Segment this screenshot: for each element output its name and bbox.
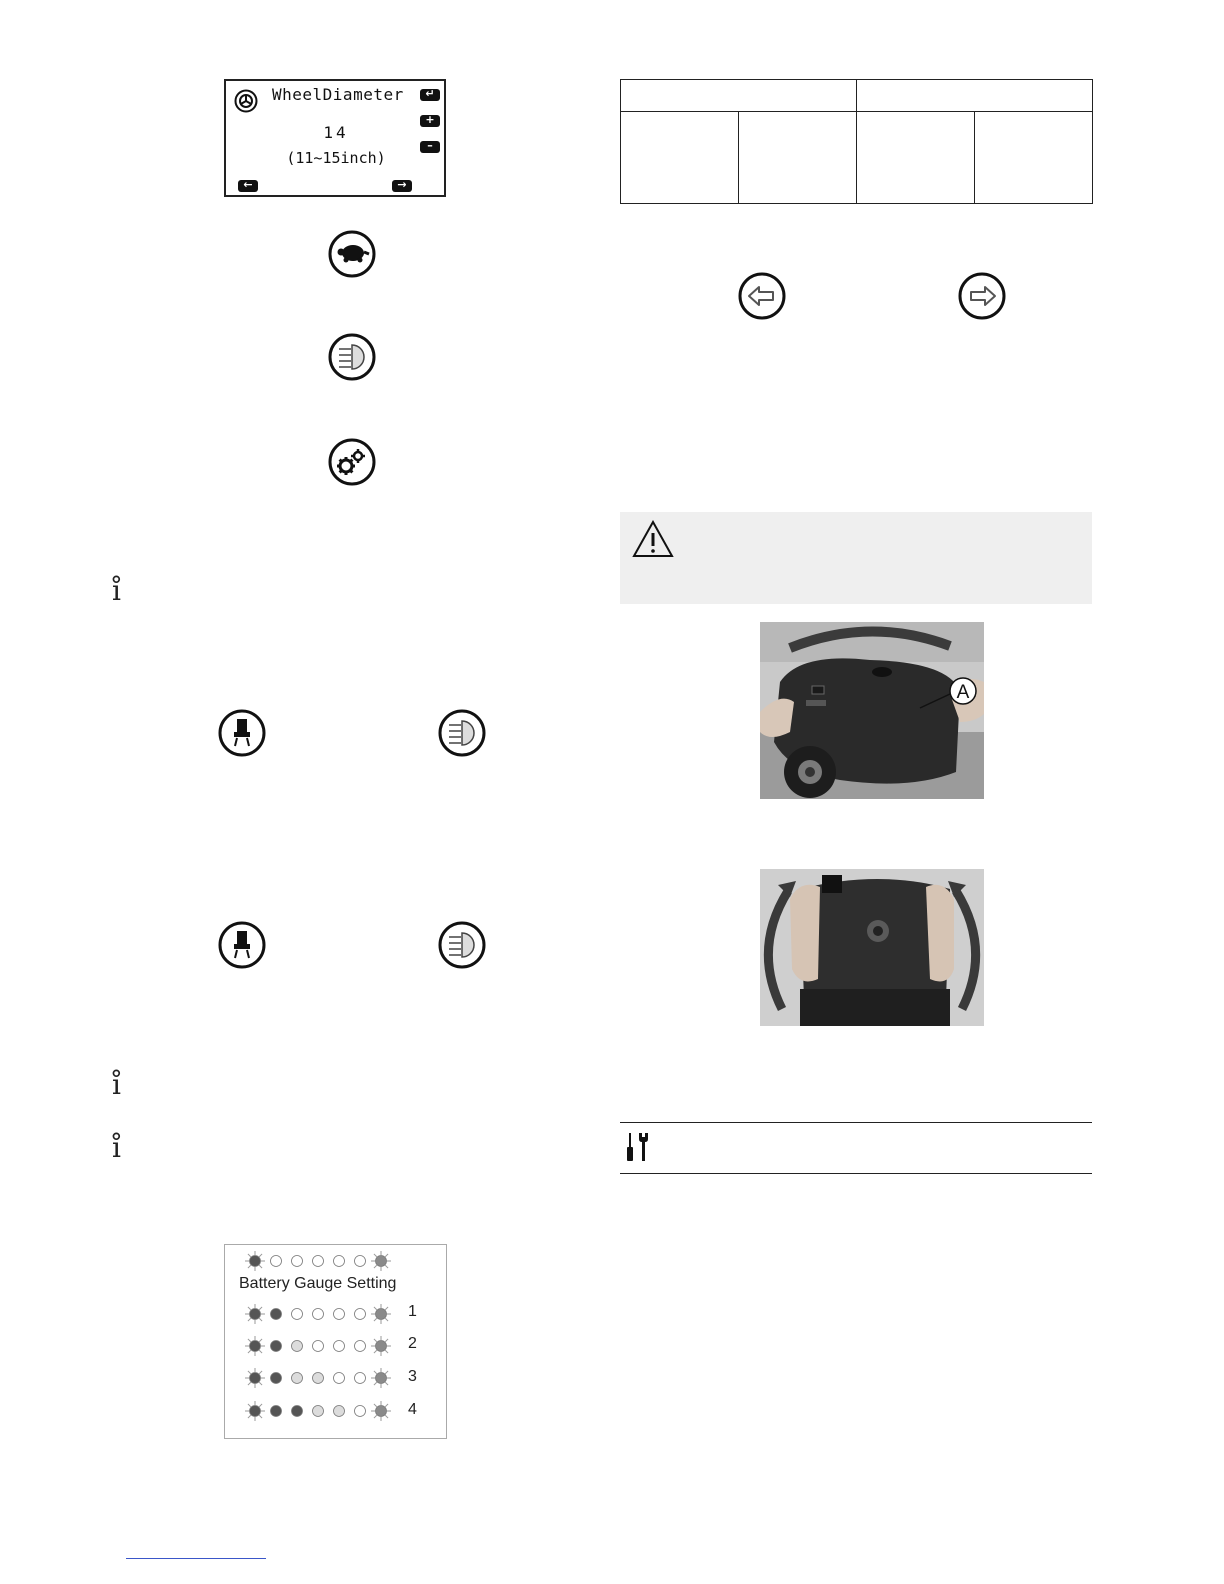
led-dot <box>250 1256 261 1267</box>
led-dot <box>376 1406 387 1417</box>
led-dot <box>250 1341 261 1352</box>
led-dot <box>355 1341 366 1352</box>
led-dot <box>271 1341 282 1352</box>
info-icon: ı̊ <box>112 1131 121 1164</box>
led-dot <box>271 1256 282 1267</box>
led-dot <box>313 1341 324 1352</box>
gauge-row-number: 3 <box>408 1368 417 1385</box>
wheel-icon <box>234 89 258 113</box>
lcd-range: (11~15inch) <box>286 149 386 167</box>
battery-gauge-label: Battery Gauge Setting <box>239 1275 397 1292</box>
tools-icon <box>626 1131 650 1163</box>
led-dot <box>292 1406 303 1417</box>
seat-icon <box>212 915 272 975</box>
led-dot <box>376 1341 387 1352</box>
arrow-left-icon <box>732 266 792 326</box>
scooter-shroud-photo <box>760 622 984 799</box>
battery-gauge-setting <box>224 1244 447 1439</box>
gauge-row-number: 4 <box>408 1401 417 1418</box>
led-dot <box>376 1309 387 1320</box>
led-dot <box>292 1309 303 1320</box>
minus-key-icon: – <box>420 141 440 153</box>
warning-box <box>620 512 1092 604</box>
led-dot <box>355 1406 366 1417</box>
led-dot <box>292 1341 303 1352</box>
info-icon: ı̊ <box>112 574 121 607</box>
settings-table <box>620 79 1093 204</box>
left-key-icon: ← <box>238 180 258 192</box>
led-dot <box>313 1406 324 1417</box>
led-dot <box>271 1309 282 1320</box>
shroud-removal-photo <box>760 869 984 1026</box>
led-dot <box>292 1373 303 1384</box>
led-dot <box>376 1256 387 1267</box>
headlight-icon <box>322 327 382 387</box>
led-dot <box>313 1309 324 1320</box>
led-dot <box>313 1256 324 1267</box>
seat-icon <box>212 703 272 763</box>
led-dot <box>271 1373 282 1384</box>
gauge-row-number: 1 <box>408 1303 417 1320</box>
lcd-value: 14 <box>323 123 349 142</box>
table-cell <box>739 112 857 204</box>
led-dot <box>334 1373 345 1384</box>
led-dot <box>376 1373 387 1384</box>
led-dot <box>355 1256 366 1267</box>
gear-icon <box>322 432 382 492</box>
led-dot <box>250 1406 261 1417</box>
led-dot <box>355 1309 366 1320</box>
headlight-icon <box>432 915 492 975</box>
enter-key-icon: ↵ <box>420 89 440 101</box>
led-dot <box>271 1406 282 1417</box>
info-icon: ı̊ <box>112 1068 121 1101</box>
led-dot <box>292 1256 303 1267</box>
led-dot <box>334 1341 345 1352</box>
table-cell <box>975 112 1093 204</box>
led-dot <box>250 1309 261 1320</box>
callout-letter: A <box>956 682 970 703</box>
lcd-display <box>224 79 446 197</box>
led-dot <box>313 1373 324 1384</box>
table-cell <box>621 112 739 204</box>
lcd-title: WheelDiameter <box>272 85 404 104</box>
right-key-icon: → <box>392 180 412 192</box>
headlight-icon <box>432 703 492 763</box>
led-dot <box>250 1373 261 1384</box>
plus-key-icon: + <box>420 115 440 127</box>
warning-triangle-icon <box>632 520 674 558</box>
table-header-cell <box>857 80 1093 112</box>
tools-bar <box>620 1122 1092 1174</box>
led-dot <box>334 1256 345 1267</box>
turtle-icon <box>322 224 382 284</box>
led-dot <box>334 1309 345 1320</box>
led-dot <box>355 1373 366 1384</box>
table-cell <box>857 112 975 204</box>
gauge-row-number: 2 <box>408 1335 417 1352</box>
footer-link-line <box>126 1558 266 1559</box>
led-dot <box>334 1406 345 1417</box>
table-header-cell <box>621 80 857 112</box>
arrow-right-icon <box>952 266 1012 326</box>
